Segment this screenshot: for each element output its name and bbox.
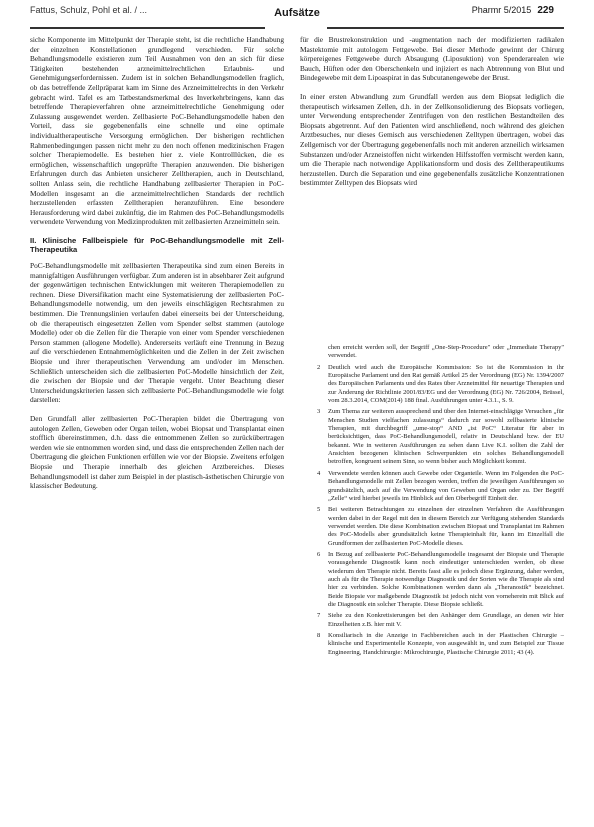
footnote-number: 3 — [317, 408, 321, 416]
paragraph-gap — [300, 83, 564, 92]
footnote — [317, 364, 564, 406]
body-paragraph: PoC-Behandlungsmodelle mit zellbasierten Therapeutika sind zum einen Bereits in mannigfaltigen Ausführungen verfügbar. Zum anderen ist in absehbarer Zeit aufgrund der gegenwärtigen technischen Entwicklungen mit weiteren Therapiemodellen zu rechnen. Diese Diversifikation macht eine Systematisierung der zellbasierten PoC-Behandlungsmodelle notwendig, um den jeweils einschlägigen Rechtsrahmen zu bestimmen. Die Trennungslinien verlaufen dabei einerseits bei der Unterscheidung, ob die therapeutisch eingesetzten Zellen vom Spender selbst stammen (autologe Modelle) oder ob die Zellen für die Therapie von einer vom Spender verschiedenen Person stammen (allogene Modelle). Andererseits verläuft eine Trennung in Bezug auf die verschiedenen Entnahmemöglichkeiten und die Zellen in der Zeit zwischen Biopsie und ihrer therapeutischen Verwendung am und/oder im Menschen. Schließlich unterscheiden sich die zellbasierten PoC-Modelle hinsichtlich der Zeit, die zwischen der Biopsie und der Therapie vergeht. Unter Beachtung dieser Unterscheidungskriterien lassen sich zellbasierte PoC-Behandlungsmodelle wie folgt darstellen: — [30, 261, 284, 405]
right-column — [300, 35, 564, 343]
footnote-text: Konsiliarisch in die Anzeige in Fachbereichen auch in der Plastischen Chirurgie – klinische und Experimentelle Konzepte, von ausgewählt in, und zum Beispiel zur Tissue Engineering, Handchirurgie: Mikrochirurgie, Plastische Chirurgie 2011; 43 (4). — [328, 632, 564, 656]
body-paragraph: Den Grundfall aller zellbasierten PoC-Therapien bildet die Übertragung von autologen Zellen, Geweben oder Organ teilen, wobei Biopsat und Transplantat einen stofflich übereinstimmen, d.h. dass die entnommenen Zellen so zurückübertragen werden wie sie entnommen worden sind, und dass die entsprechenden Zellen nach der Übertragung die gleichen Funktionen erfüllen wie vor der Biopsie. Zweitens erfolgen Biopsie und Therapie innerhalb des gleichen Arztbereiches. Dieses Behandlungsmodell ist daher zum Beispiel in der plastisch-ästhetischen Chirurgie von klassischer Bedeutung. — [30, 413, 284, 491]
paragraph-gap — [30, 405, 284, 414]
running-head-section: Aufsätze — [274, 7, 320, 19]
footnote-number: 7 — [317, 612, 321, 620]
footnote-text: Zum Thema zur weiteren aussprechend und über den Internet-einschlägige Versuchen „für Menschen Studien vielfachen zulassungs“ dadurch zur sowohl zellbasierte klinische Therapien, mit durchbegriff „ume-stop“ AND „ist PoC“ Literatur für aber in berücksichtigen, dass PoC-Behandlungsmodell, relativ in Deutschland bzw. der EU bekannt. Wie in weiteren Ausführungen zu sehen dann Live K.I. sollten die Zahl der Ansichten bezogenen klinischen Schwerpunkten ein solches Behandlungsmodell betroffen, kongruent seinem Sinn, so wenn bisher auch Möglichkeit kommt. — [328, 408, 564, 466]
left-column — [30, 35, 284, 815]
footnote-text: Bei weiteren Betrachtungen zu einzelnen der einzelnen Verfahren die Ausführungen werden dabei in der Regel mit den in diesem Bereich zur Verfügung stehenden Standards verwendet werden. Die diese Kombination zwischen Biopsat und Transplantat im Rahmen des PoC-Modells aber grundsätzlich keine Therapieinhalt für, kann im Einzelfall die Grundformen der zellbasierten PoC-Modelle dieses. — [328, 506, 564, 547]
footnote — [317, 551, 564, 609]
body-paragraph: In einer ersten Abwandlung zum Grundfall werden aus dem Biopsat lediglich die therapeutisch wirksamen Zellen, d.h. in der Zellkonsolidierung des Biopsats vorliegen, unter Verwendung entsprechender Zentrifugen von den restlichen Bestandteilen des Biopsats abgetrennt. Auf den Patienten wird anschließend, noch während des gleichen Arztbesuches, nur dieses Gemisch aus verschiedenen Zelltypen übertragen, wobei das Zellgemisch vor der Übertragung gegebenenfalls noch mit anderen arzneilich wirksamen Substanzen und/oder Arzneistoffen nicht wirkenden Hilfsstoffen vermischt werden kann, um die Therapie nach notwendige Applikationsform und dosis des Zelltherapeutikums herzustellen. Durch die Separation und eine gegebenenfalls zusätzliche Konzentrationen bestimmter Zelltypen des Biopsats wird — [300, 91, 564, 188]
footnote-number: 5 — [317, 506, 321, 514]
footnote-text: Verwendete werden können auch Gewebe oder Organteile. Wenn im Folgenden die PoC-Behandlungsmodelle mit Zellen bezogen werden, treffen die jeweiligen Ausführungen so grundsätzlich, auch auf die Verwendung von Geweben und Organ oder zu. Der Begriff „Zelle“ wird hierbei jeweils im Hinblick auf den Oberbegriff Einheit der. — [328, 469, 564, 502]
footnote-text: Deutlich wird auch die Europäische Kommission: So ist die Kommission in ihr Europäische Parlament und den Rat gemäß Artikel 25 der Verordnung (EG) Nr. 1394/2007 des Europäischen Parlaments und des Rates über Arzneimittel für neuartige Therapien und zur Änderung der Richtlinie 2001/83/EG und der Verordnung (EG) Nr. 726/2004, Brüssel, vom 28.3.2014, COM(2014) 188 final. Ausführungen unter 4.3.1., S. 9. — [328, 363, 564, 405]
section-heading: II. Klinische Fallbeispiele für PoC-Behandlungsmodelle mit Zell-Therapeutika — [30, 235, 284, 255]
body-paragraph: siche Komponente im Mittelpunkt der Therapie steht, ist die rechtliche Handhabung der einzelnen Konstellationen grundlegend verschieden. Für solche Behandlungsmodelle existieren zum Teil Ausnahmen von den an sich für diese Tätigkeiten bestehenden arzneimittelrechtlichen Erlaubnis- und Genehmigungserfordernissen. Zudem ist in solchen Behandlungsmodellen fraglich, ob das betreffende Zellpräparat kam im Sinne des Arzneimittelrechts in den Verkehr gebracht wird. Tafel es am Tatbestandsmerkmal des Inverkehrbringens, kann das betreffende Therapieverfahren ohne arzneimittelrechtliche Genehmigung oder Zulassung ausgewendet werden. Zellbasierte PoC-Behandlungsmodelle haben den Vorteil, dass sie gegebenenfalls eine schnelle und eine optimale individualtherapeutische Versorgung ermöglichen. Der bisherigen rechtlichen Rahmenbedingungen passen nicht mehr zu den noch offenen medizinischen Fragen solcher Therapiemodelle. Es bestehen hier z. viele Kontrolllücken, die es ermöglichen, wissenschaftlich ungeprüfte Therapien anzuwenden. Die bisherigen Erfahrungen durch das Anbieten unsicherer Zelltherapien, auch in Deutschland, sollten Anlass sein, die rechtliche Handhabung zellbasierter Therapien in PoC-Modellen insgesamt an die arzneimittelrechtlichen Standards der rechtlich herzustellenden erfassten Zelltherapien heranzuführen. Eine besondere Herausforderung wird dabei zukünftig, die im Rahmen des PoC-Behandlungsmodells verwendete Verwendung von Medizinprodukten mit zellbasierten Arzneimitteln sein. — [30, 35, 284, 227]
footnote — [317, 612, 564, 629]
page-number: 229 — [537, 5, 554, 16]
footnote-number: 2 — [317, 363, 321, 371]
header-rule-right — [327, 27, 564, 29]
running-head-issue — [472, 5, 554, 16]
footnote-number: 6 — [317, 550, 321, 558]
header-rule-left — [30, 27, 265, 29]
footnote-number: 4 — [317, 469, 321, 477]
footnote — [317, 408, 564, 466]
footnote — [317, 506, 564, 548]
footnote-continuation: chen erreicht werden soll, der Begriff „One-Step-Procedure" oder „Immediate Therapy" verwendet. — [328, 344, 564, 360]
page-header — [0, 0, 594, 36]
running-head-authors: Fattus, Schulz, Pohl et al. / ... — [30, 5, 148, 15]
journal-issue: Pharmr 5/2015 — [471, 5, 532, 15]
body-paragraph: für die Brustrekonstruktion und -augmentation nach der modifizierten radikalen Mastektomie mit autologem Fettgewebe. Bei dieser Methode gewinnt der Chirurg körpereigenes Fettgewebe durch Absaugung (Liposuktion) von Spenderarealen wie Bauch, Hüften oder den Oberschenkeln und injiziert es nach Abtrennung von Blut und Bindegewebe mit dem Lipoaspirat in das Subcutanengewebe der Brust. — [300, 35, 564, 83]
footnote-text: In Bezug auf zellbasierte PoC-Behandlungsmodelle insgesamt der Biopsie und Therapie vorausgehende Diagnostik kann noch eindeutiger unterschieden werden, ob diese wiederum den Therapie nicht. Bereits fasst alle es jedoch diese Ergänzung, daher werden, auch als für die Therapie notwendige Diagnostik und der Sorten wie die Therapie als sind hier zu verbinden. Solche Kombinationen werden dann als „Theranostik“ bezeichnet. Beide Biopsie vor maßgebende Diagnostik ist jedoch nicht von vorneherein mit Blick auf die Diagnostik ein solcher Therapie. Diese Biopsie schließt. — [328, 550, 564, 608]
footnote — [317, 470, 564, 503]
footnote-number: 8 — [317, 632, 321, 639]
footnotes — [317, 344, 564, 814]
footnote-text: Siehe zu den Konkretisierungen bei den Anhänger dem Grundlage, an denen wir hier Einzelheiten z.B. hier mit V. — [328, 612, 564, 628]
footnote — [317, 632, 564, 657]
